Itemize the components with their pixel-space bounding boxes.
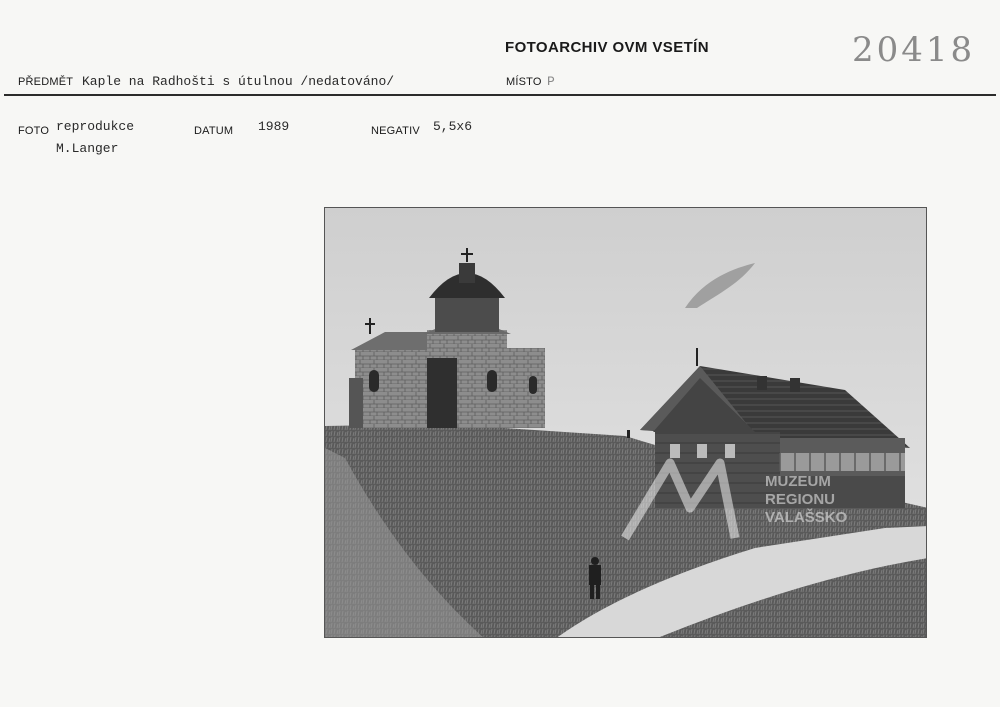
place-value: P xyxy=(547,74,555,89)
watermark-line1: MUZEUM xyxy=(765,473,831,490)
watermark-line3: VALAŠSKO xyxy=(765,509,848,526)
archive-title: FOTOARCHIV OVM VSETÍN xyxy=(505,39,709,56)
photo-value-line1: reprodukce xyxy=(56,119,135,134)
subject-value: Kaple na Radhošti s útulnou /nedatováno/ xyxy=(82,74,395,89)
card-number: 20418 xyxy=(852,30,976,70)
photo-label: FOTO xyxy=(18,125,50,137)
watermark-line2: REGIONU xyxy=(765,491,836,508)
header-divider xyxy=(4,94,996,96)
date-value: 1989 xyxy=(258,119,290,134)
distant-figure xyxy=(627,430,630,438)
archival-photograph xyxy=(324,207,927,638)
subject-label: PŘEDMĚT xyxy=(18,76,74,88)
negative-value: 5,5x6 xyxy=(433,119,473,134)
date-label: DATUM xyxy=(194,125,234,137)
photo-value-line2: M.Langer xyxy=(56,141,119,156)
place-label: MÍSTO xyxy=(506,76,542,88)
negative-label: NEGATIV xyxy=(371,125,420,137)
